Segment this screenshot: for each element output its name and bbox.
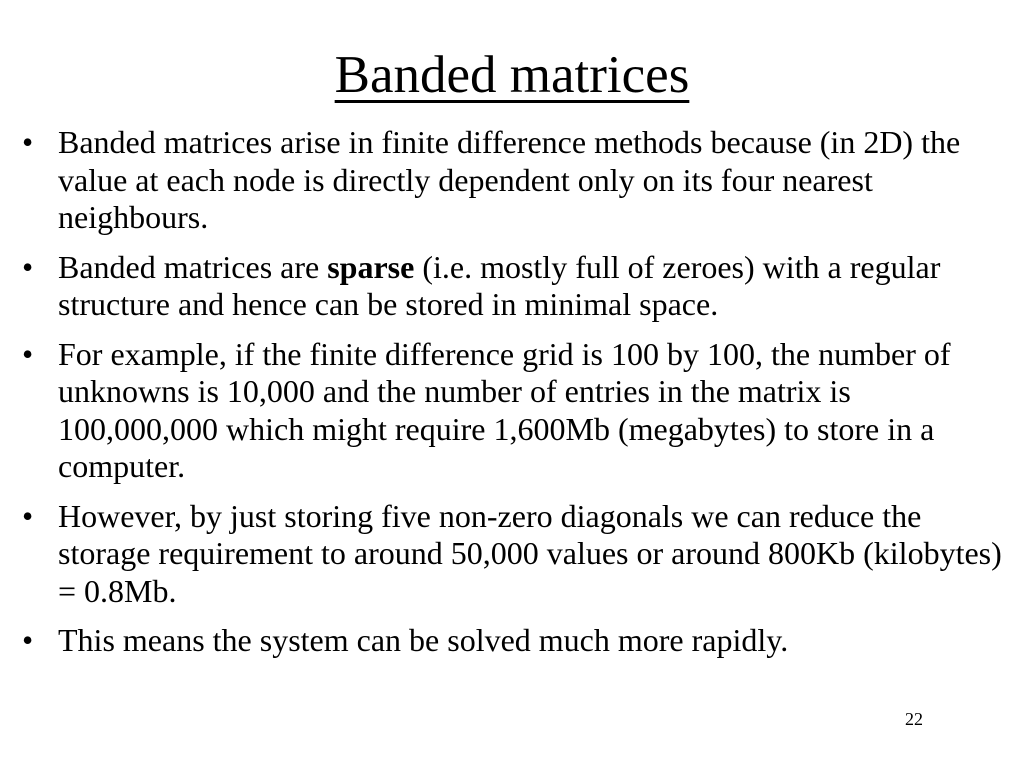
bullet-icon: • [22,124,34,160]
bullet-item [20,498,1010,611]
slide-title [0,42,1024,108]
bullet-text-continued: (i.e. mostly full of zeroes) with a regular structure and hence can be stored in minimal space. [58,248,941,322]
bullet-item [20,336,1010,486]
bullet-text: For example, if the finite difference grid is 100 by 100, the number of unknowns is 10,000 and the number of entries in the matrix is 100,000,000 which might require 1,600Mb (megabytes) to store in a computer. [58,335,951,484]
bullet-icon: • [22,248,34,285]
bullet-text: Banded matrices arise in finite difference methods because (in 2D) the value at each node is directly dependent only on its four nearest neighbours. [58,124,961,235]
bullet-text: Banded matrices are [58,248,328,285]
bullet-icon: • [22,622,34,658]
page-number: 22 [905,709,923,729]
bullet-text: This means the system can be solved much more rapidly. [58,622,789,658]
bullet-item [20,124,1010,237]
bullet-item [20,249,1010,324]
bullet-icon: • [22,335,34,372]
bullet-text: However, by just storing five non-zero diagonals we can reduce the storage requirement to around 50,000 values or around 800Kb (kilobytes) = 0.8Mb. [58,497,1002,609]
bullet-item [20,622,1010,660]
bullet-icon: • [22,497,34,534]
bullet-list [20,124,1010,672]
slide-title-text: Banded matrices [334,46,690,104]
bullet-bold-term: sparse [327,248,415,285]
